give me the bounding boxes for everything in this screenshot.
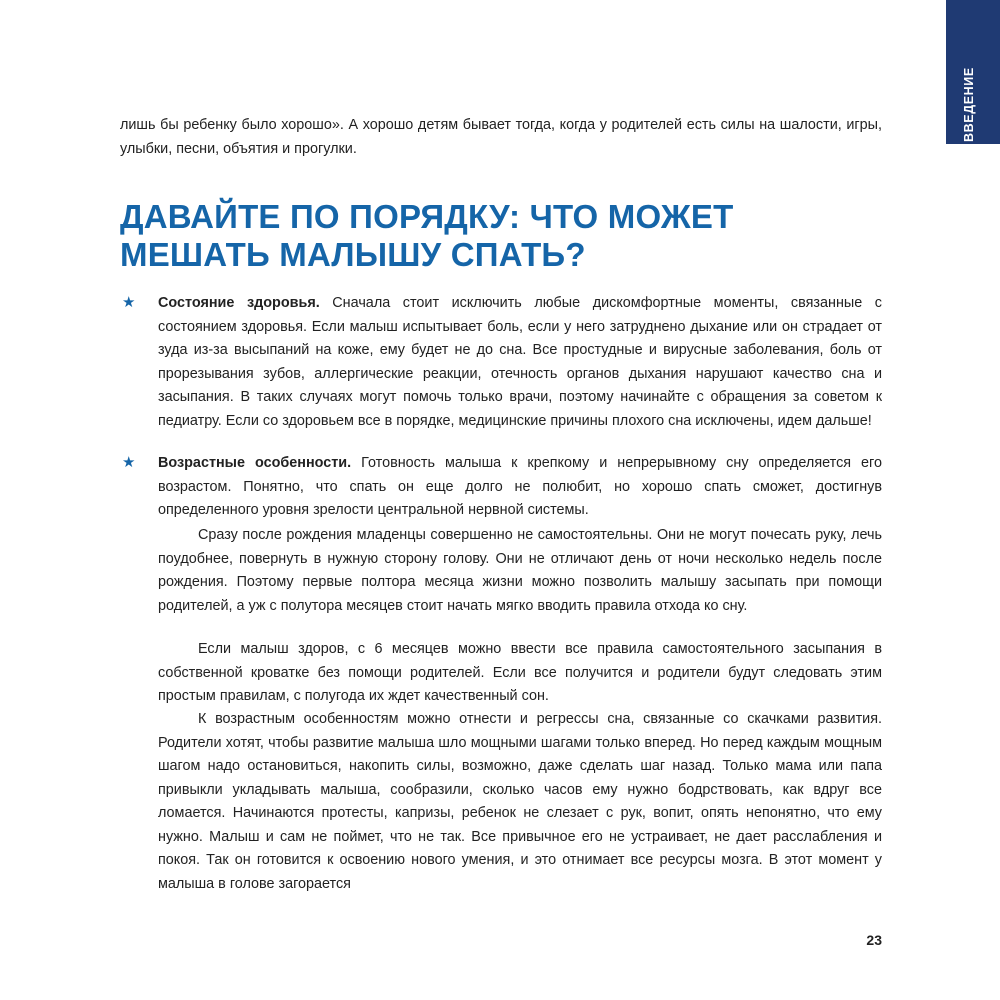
section-heading-line-2: МЕШАТЬ МАЛЫШУ СПАТЬ? (120, 236, 586, 273)
page-number: 23 (866, 932, 882, 948)
bullet-health-text: Сначала стоит исключить любые дискомфортные моменты, связанные с состоянием здоровья. Если малыш испытывает боль, если у него затруднено дыхание или он страдает от зуда из-за высыпаний на коже, ему будет не до сна. Все простудные и вирусные заболевания, боль от прорезывания зубов, аллергические реакции, отечность органов дыхания нарушают качество сна и засыпания. В таких случаях могут помочь только врачи, поэтому начинайте с обращения за советом к педиатру. Если со здоровьем все в порядке, медицинские причины плохого сна исключены, идем дальше! (158, 295, 882, 429)
paragraph-six-months: Если малыш здоров, с 6 месяцев можно ввести все правила самостоятельного засыпания в собственной кроватке без помощи родителей. Если все получится и родители будут следовать этим простым правилам, с полугода их ждет качественный сон. (158, 641, 882, 704)
star-icon: ★ (122, 454, 136, 471)
bullet-health (158, 292, 882, 433)
bullet-age-text: Готовность малыша к крепкому и непрерывному сну определяется его возрастом. Понятно, что спать он еще долго не полюбит, но хорошо спать сможет, достигнув определенного уровня зрелости центральной нервной системы. (158, 455, 882, 518)
bullet-age-lead: Возрастные особенности. (158, 455, 352, 471)
paragraph-regressions: К возрастным особенностям можно отнести и регрессы сна, связанные со скачками развития. Родители хотят, чтобы развитие малыша шло мощными шагами только вперед. Но перед каждым мощным шагом надо остановиться, накопить силы, возможно, даже сделать шаг назад. Только мама или папа привыкли укладывать малыша, сообразили, сколько часов ему нужно бодрствовать, как вдруг все ломается. Начинаются протесты, капризы, ребенок не слезает с рук, вопит, опять непонятно, что ему нужно. Малыш и сам не поймет, что не так. Все привычное его не устраивает, не дает расслабления и покоя. Так он готовится к освоению нового умения, и это отнимает все ресурсы мозга. В этот момент у малыша в голове загорается (158, 711, 882, 892)
bullet-health-lead: Состояние здоровья. (158, 295, 320, 311)
intro-paragraph: лишь бы ребенку было хорошо». А хорошо детям бывает тогда, когда у родителей есть силы на шалости, игры, улыбки, песни, объятия и прогулки. (120, 117, 882, 157)
star-icon: ★ (122, 294, 136, 311)
section-heading-line-1: ДАВАЙТЕ ПО ПОРЯДКУ: ЧТО МОЖЕТ (120, 198, 734, 235)
paragraph-newborns: Сразу после рождения младенцы совершенно не самостоятельны. Они не могут почесать руку, лечь поудобнее, повернуть в нужную сторону голову. Они не отличают день от ночи несколько недель после рождения. Поэтому первые полтора месяца жизни можно позволить малышу засыпать при помощи родителей, а уж с полутора месяцев стоит начать мягко вводить правила отхода ко сну. (158, 527, 882, 614)
section-heading (120, 198, 880, 274)
chapter-tab-label: ВВЕДЕНИЕ (962, 67, 976, 142)
bullet-age (158, 452, 882, 523)
